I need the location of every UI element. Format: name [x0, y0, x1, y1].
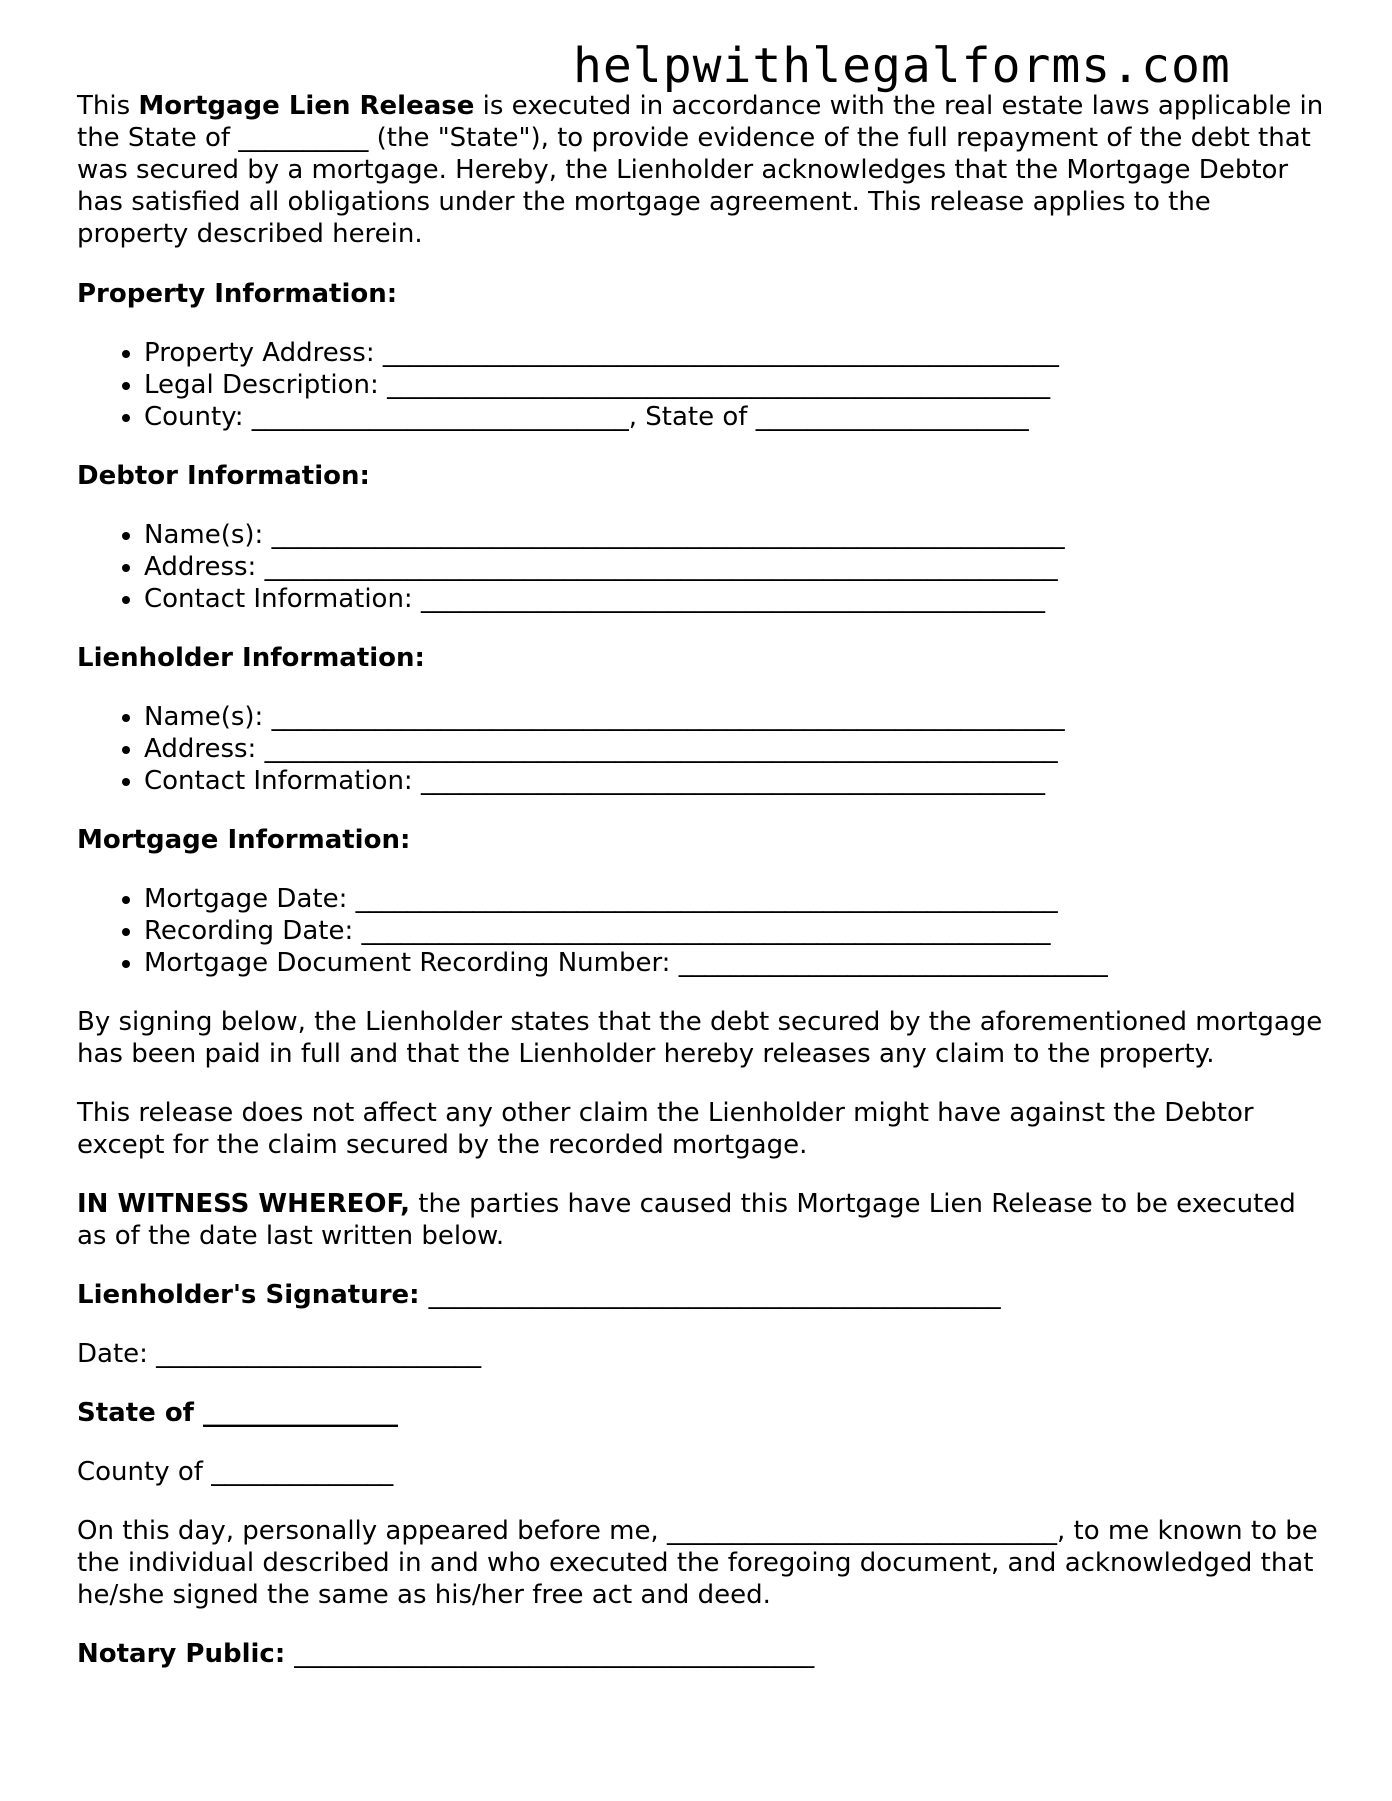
recording-date-label: Recording Date: — [144, 916, 362, 946]
mortgage-date-field[interactable]: ______________________________________________________ — [355, 884, 1058, 914]
paid-paragraph: By signing below, the Lienholder states that the debt secured by the aforementioned mortgage has been paid in full and that the Lienholder hereby releases any claim to the property. — [77, 1007, 1323, 1069]
list-item — [144, 519, 1327, 551]
acknowledgment-text: , to me known to be the individual described in and who executed the foregoing document, and acknowledged that he/she signed the same as his/her free act and deed. — [77, 1516, 1318, 1610]
lienholder-contact-label: Contact Information: — [144, 766, 421, 796]
property-list — [77, 337, 1327, 433]
list-item — [144, 701, 1327, 733]
county-label: County: — [144, 402, 252, 432]
lienholder-list — [77, 701, 1327, 797]
watermark: helpwithlegalforms.com — [573, 38, 1231, 94]
recording-number-field[interactable]: _________________________________ — [678, 948, 1108, 978]
property-address-field[interactable]: ____________________________________________________ — [382, 338, 1059, 368]
intro-text: This — [77, 91, 139, 121]
lienholder-address-field[interactable]: _____________________________________________________________ — [264, 734, 1058, 764]
list-item — [144, 337, 1327, 369]
recording-number-label: Mortgage Document Recording Number: — [144, 948, 679, 978]
notary-line — [77, 1638, 1327, 1670]
mortgage-date-label: Mortgage Date: — [144, 884, 356, 914]
mortgage-heading: Mortgage Information: — [77, 825, 411, 855]
debtor-name-label: Name(s): — [144, 520, 272, 550]
lienholder-address-label: Address: — [144, 734, 265, 764]
notary-state-field[interactable]: _______________ — [203, 1398, 399, 1428]
property-address-label: Property Address: — [144, 338, 383, 368]
witness-text: the parties have caused this Mortgage Lien Release to be executed as of the date last written below. — [77, 1189, 1296, 1251]
signature-field[interactable]: ____________________________________________ — [428, 1280, 1001, 1310]
notary-label: Notary Public: — [77, 1639, 295, 1669]
date-line — [77, 1338, 1327, 1370]
state-blank[interactable]: __________ — [238, 123, 369, 153]
debtor-contact-label: Contact Information: — [144, 584, 421, 614]
notary-signature-field[interactable]: ________________________________________ — [294, 1639, 815, 1669]
intro-text: (the "State"), to provide evidence of the full repayment of the debt that was secured by a mortgage. Hereby, the Lienholder acknowledges that the Mortgage Debtor has satisfied all obligations under the mortgage agreement. This release applies to the property described herein. — [77, 123, 1311, 249]
intro-paragraph — [77, 90, 1327, 250]
witness-paragraph — [77, 1188, 1327, 1252]
list-item — [144, 369, 1327, 401]
lienholder-name-field[interactable]: _____________________________________________________________ — [271, 702, 1065, 732]
debtor-heading: Debtor Information: — [77, 461, 370, 491]
lienholder-name-label: Name(s): — [144, 702, 272, 732]
county-field[interactable]: _____________________________ — [251, 402, 629, 432]
list-item — [144, 765, 1327, 797]
notary-county-label: County of — [77, 1457, 212, 1487]
state-field[interactable]: _____________________ — [755, 402, 1029, 432]
property-heading: Property Information: — [77, 279, 398, 309]
acknowledgment-paragraph — [77, 1515, 1327, 1611]
list-item — [144, 733, 1327, 765]
acknowledgment-text: On this day, personally appeared before me, — [77, 1516, 667, 1546]
appearing-person-field[interactable]: ______________________________ — [666, 1516, 1057, 1546]
lienholder-contact-field[interactable]: ________________________________________________ — [420, 766, 1045, 796]
witness-heading: IN WITNESS WHEREOF, — [77, 1189, 410, 1219]
list-item — [144, 583, 1327, 615]
legal-description-label: Legal Description: — [144, 370, 388, 400]
list-item — [144, 883, 1327, 915]
notary-county-field[interactable]: ______________ — [211, 1457, 394, 1487]
debtor-address-label: Address: — [144, 552, 265, 582]
debtor-name-field[interactable]: _____________________________________________________________ — [271, 520, 1065, 550]
legal-description-field[interactable]: ___________________________________________________ — [387, 370, 1051, 400]
state-label: , State of — [628, 402, 756, 432]
date-label: Date: — [77, 1339, 157, 1369]
intro-text: is executed in accordance with the real estate laws applicable in the State of — [77, 91, 1324, 153]
lienholder-heading: Lienholder Information: — [77, 643, 425, 673]
recording-date-field[interactable]: _____________________________________________________ — [361, 916, 1051, 946]
signature-line — [77, 1279, 1327, 1311]
county-line — [77, 1456, 1327, 1488]
debtor-list — [77, 519, 1327, 615]
state-line — [77, 1397, 1327, 1429]
other-claims-paragraph: This release does not affect any other claim the Lienholder might have against the Debtor except for the claim secured by the recorded mortgage. — [77, 1098, 1254, 1160]
list-item — [144, 915, 1327, 947]
list-item — [144, 551, 1327, 583]
debtor-address-field[interactable]: _____________________________________________________________ — [264, 552, 1058, 582]
date-field[interactable]: _________________________ — [156, 1339, 482, 1369]
list-item — [144, 947, 1327, 979]
signature-label: Lienholder's Signature: — [77, 1280, 429, 1310]
document-body — [77, 90, 1327, 1697]
debtor-contact-field[interactable]: ________________________________________________ — [420, 584, 1045, 614]
document-title: Mortgage Lien Release — [138, 91, 475, 121]
list-item — [144, 401, 1327, 433]
notary-state-label: State of — [77, 1398, 204, 1428]
mortgage-list — [77, 883, 1327, 979]
